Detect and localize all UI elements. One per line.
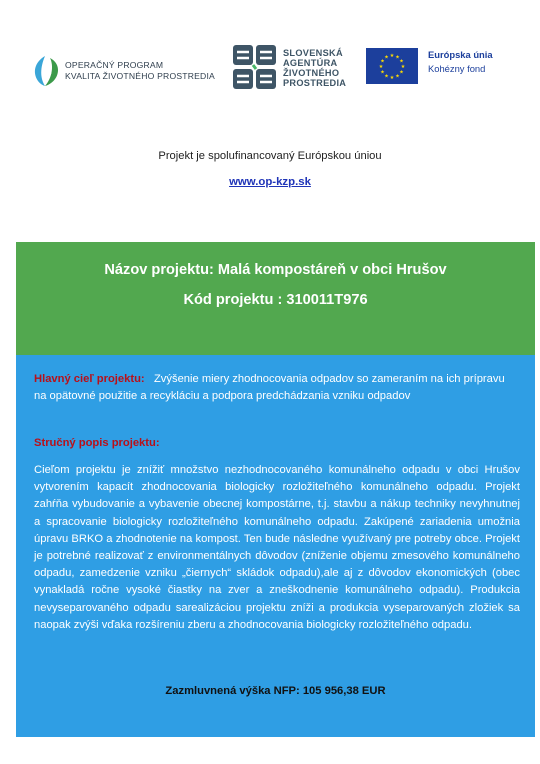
logo-bar [0,40,540,100]
svg-text:★: ★ [395,73,400,80]
project-title-band [16,242,535,355]
svg-text:★: ★ [380,69,385,76]
project-details-panel [16,355,535,737]
svg-text:★: ★ [384,54,389,61]
svg-text:★: ★ [400,64,406,70]
summary-heading: Stručný popis projektu: [34,437,160,449]
project-goal [34,371,518,405]
sazp-logo [233,45,346,91]
svg-text:★: ★ [395,54,400,61]
svg-text:★: ★ [389,53,395,59]
svg-text:★: ★ [380,58,385,65]
eu-flag-icon [366,48,418,84]
goal-label: Hlavný cieľ projektu: [34,373,145,385]
sazp-logo-line2: AGENTÚRA [283,58,338,68]
sazp-logo-line1: SLOVENSKÁ [283,48,343,58]
svg-text:★: ★ [399,58,404,65]
sazp-logo-line4: PROSTREDIA [283,78,347,88]
project-code: Kód projektu : 310011T976 [183,292,368,308]
svg-text:★: ★ [384,73,389,80]
goal-text: Zvýšenie miery zhodnocovania odpadov so zameraním na ich prípravu na opätovné použitie a recykláciu a podpora predchádzania vzniku odpadov [34,373,505,402]
op-logo-line1: OPERAČNÝ PROGRAM [65,60,164,70]
op-kzp-logo [30,54,215,88]
nfp-amount: Zazmluvnená výška NFP: 105 956,38 EUR [165,685,386,697]
summary-text: Cieľom projektu je znížiť množstvo nezhodnocovaného komunálneho odpadu v obci Hrušov vytvorením kapacít zhodnocovania biologicky rozložiteľného komunálneho odpadu. Projekt zahŕňa vybudovanie a vybavenie obecnej kompostárne, t.j. stavbu a nákup techniky nevyhnutnej a spracovanie biologicky rozložiteľného komunálneho odpadu. Zakúpené zariadenia umožnia úpravu BRKO a zhodnotenie na kompost. Ten bude následne využívaný pre potreby obce. Projekt je potrebné realizovať z environmentálnych dôvodov (zníženie objemu zmesového komunálneho odpadu, zamedzenie vzniku „čiernych“ skládok odpadu),ale aj z dôvodov ekonomických (obec vynakladá ročne vysoké čiastky na zver a zneškodnenie komunálneho odpadu). Produkcia nevyseparovaného odpadu sarealizáciou projektu zníži a produkcia vyseparovaných zložiek sa naopak zvýši vďaka rozšíreniu zberu a zhodnocovania biologicky rozložiteľného odpadu. [34,464,520,631]
eu-logo-line2: Kohézny fond [428,63,486,74]
svg-text:★: ★ [399,69,404,76]
project-name: Názov projektu: Malá kompostáreň v obci Hrušov [104,262,447,278]
svg-text:★: ★ [378,64,384,70]
svg-text:★: ★ [389,75,395,81]
op-logo-line2: KVALITA ŽIVOTNÉHO PROSTREDIA [65,71,215,81]
website-link[interactable]: www.op-kzp.sk [229,176,311,188]
cofinancing-note: Projekt je spolufinancovaný Európskou úniou [158,150,382,162]
sazp-logo-line3: ŽIVOTNÉHO [283,68,340,78]
eu-logo-line1: Európska únia [428,49,493,60]
op-leaf-icon [30,54,60,88]
sazp-emblem-icon [233,45,277,91]
eu-logo [366,48,493,84]
